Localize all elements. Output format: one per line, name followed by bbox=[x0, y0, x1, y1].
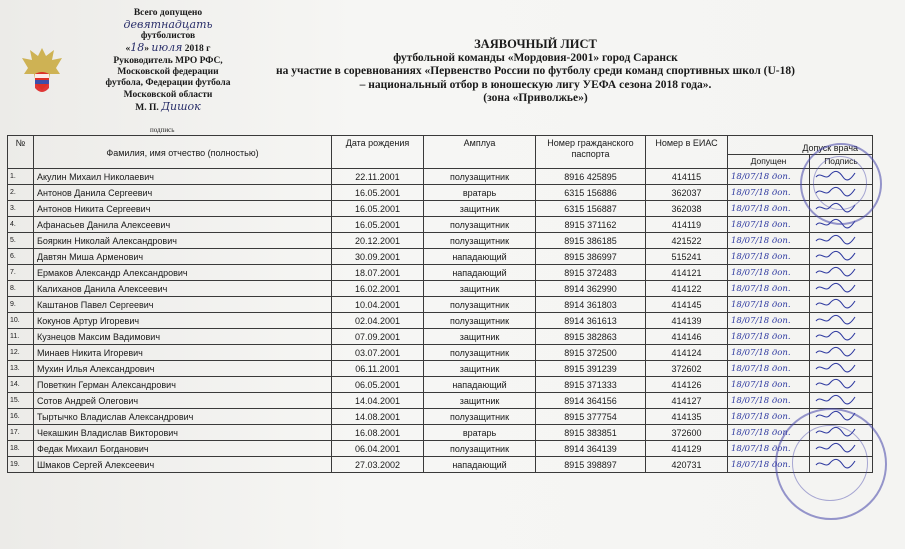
eias-number-cell: 414127 bbox=[646, 393, 728, 409]
eias-number-cell: 414119 bbox=[646, 217, 728, 233]
num-cell: 8. bbox=[8, 281, 34, 297]
table-row bbox=[8, 297, 873, 313]
passport-number-cell: 8914 362990 bbox=[536, 281, 646, 297]
player-name-cell: Мухин Илья Александрович bbox=[34, 361, 332, 377]
birth-date-cell: 07.09.2001 bbox=[332, 329, 424, 345]
admitted-mark-cell: 18/07/18 доп. bbox=[728, 313, 810, 329]
table-row bbox=[8, 377, 873, 393]
eias-number-cell: 414146 bbox=[646, 329, 728, 345]
header-line-4: (зона «Приволжье») bbox=[483, 92, 588, 105]
doctor-signature-icon bbox=[813, 297, 857, 309]
doctor-signature-cell bbox=[810, 377, 873, 393]
birth-date-cell: 02.04.2001 bbox=[332, 313, 424, 329]
passport-number-cell: 6315 156887 bbox=[536, 201, 646, 217]
header-line-1: футбольной команды «Мордовия-2001» город Саранск bbox=[393, 51, 678, 64]
player-name-cell: Афанасьев Данила Алексеевич bbox=[34, 217, 332, 233]
eias-number-cell: 414122 bbox=[646, 281, 728, 297]
player-name-cell: Антонов Данила Сергеевич bbox=[34, 185, 332, 201]
rfs-eagle-logo-icon bbox=[20, 44, 64, 102]
num-cell: 18. bbox=[8, 441, 34, 457]
doctor-signature-cell bbox=[810, 249, 873, 265]
role-cell: полузащитник bbox=[424, 297, 536, 313]
num-cell: 13. bbox=[8, 361, 34, 377]
table-row bbox=[8, 457, 873, 473]
col-eias-header: Номер в ЕИАС bbox=[646, 136, 728, 169]
table-row bbox=[8, 185, 873, 201]
admitted-mark-cell: 18/07/18 доп. bbox=[728, 441, 810, 457]
birth-date-cell: 16.05.2001 bbox=[332, 217, 424, 233]
role-cell: полузащитник bbox=[424, 345, 536, 361]
passport-number-cell: 8915 398897 bbox=[536, 457, 646, 473]
doctor-signature-icon bbox=[813, 281, 857, 293]
admitted-mark-cell: 18/07/18 доп. bbox=[728, 169, 810, 185]
doctor-signature-cell bbox=[810, 329, 873, 345]
table-row bbox=[8, 249, 873, 265]
birth-date-cell: 14.08.2001 bbox=[332, 409, 424, 425]
birth-date-cell: 14.04.2001 bbox=[332, 393, 424, 409]
num-cell: 10. bbox=[8, 313, 34, 329]
table-row bbox=[8, 201, 873, 217]
table-row bbox=[8, 217, 873, 233]
player-name-cell: Антонов Никита Сергеевич bbox=[34, 201, 332, 217]
doctor-signature-cell bbox=[810, 313, 873, 329]
player-name-cell: Сотов Андрей Олегович bbox=[34, 393, 332, 409]
doctor-signature-icon bbox=[813, 393, 857, 405]
admitted-mark-cell: 18/07/18 доп. bbox=[728, 361, 810, 377]
eias-number-cell: 372602 bbox=[646, 361, 728, 377]
doctor-signature-cell bbox=[810, 297, 873, 313]
approval-block bbox=[68, 8, 268, 115]
num-cell: 11. bbox=[8, 329, 34, 345]
player-name-cell: Кузнецов Максим Вадимович bbox=[34, 329, 332, 345]
admitted-mark-cell: 18/07/18 доп. bbox=[728, 329, 810, 345]
header-line-2: на участие в соревнованиях «Первенство России по футболу среди команд спортивных школ (U-18) bbox=[276, 65, 795, 78]
approval-line-3: Руководитель МРО РФС, bbox=[113, 55, 223, 66]
players-table bbox=[7, 135, 873, 473]
doctor-signature-icon bbox=[813, 361, 857, 373]
doctor-signature-cell bbox=[810, 393, 873, 409]
birth-date-cell: 10.04.2001 bbox=[332, 297, 424, 313]
role-cell: полузащитник bbox=[424, 169, 536, 185]
admitted-mark-cell: 18/07/18 доп. bbox=[728, 249, 810, 265]
col-admission-header: Допуск врача bbox=[728, 136, 873, 155]
role-cell: защитник bbox=[424, 281, 536, 297]
handwritten-signature: Дишок bbox=[161, 100, 201, 114]
col-passport-header: Номер гражданского паспорта bbox=[536, 136, 646, 169]
approval-line-4: Московской федерации bbox=[117, 67, 219, 78]
role-cell: нападающий bbox=[424, 457, 536, 473]
num-cell: 7. bbox=[8, 265, 34, 281]
num-cell: 14. bbox=[8, 377, 34, 393]
role-cell: полузащитник bbox=[424, 441, 536, 457]
col-role-header: Амплуа bbox=[424, 136, 536, 169]
player-name-cell: Давтян Миша Арменович bbox=[34, 249, 332, 265]
admitted-mark-cell: 18/07/18 доп. bbox=[728, 217, 810, 233]
signature-caption: подпись bbox=[150, 126, 175, 134]
eias-number-cell: 414145 bbox=[646, 297, 728, 313]
doctor-signature-icon bbox=[813, 249, 857, 261]
passport-number-cell: 8916 425895 bbox=[536, 169, 646, 185]
doctor-signature-icon bbox=[813, 265, 857, 277]
role-cell: защитник bbox=[424, 393, 536, 409]
birth-date-cell: 16.08.2001 bbox=[332, 425, 424, 441]
doctor-signature-cell bbox=[810, 281, 873, 297]
col-admitted-header: Допущен bbox=[728, 154, 810, 168]
table-row bbox=[8, 361, 873, 377]
passport-number-cell: 8915 382863 bbox=[536, 329, 646, 345]
stamp-seal-top-right-inner bbox=[813, 156, 867, 210]
num-cell: 6. bbox=[8, 249, 34, 265]
role-cell: нападающий bbox=[424, 377, 536, 393]
role-cell: защитник bbox=[424, 201, 536, 217]
passport-number-cell: 8915 386185 bbox=[536, 233, 646, 249]
admitted-mark-cell: 18/07/18 доп. bbox=[728, 281, 810, 297]
eias-number-cell: 372600 bbox=[646, 425, 728, 441]
num-cell: 12. bbox=[8, 345, 34, 361]
month-handwritten: июля bbox=[151, 41, 183, 55]
eias-number-cell: 515241 bbox=[646, 249, 728, 265]
player-name-cell: Минаев Никита Игоревич bbox=[34, 345, 332, 361]
doctor-signature-icon bbox=[813, 233, 857, 245]
player-name-cell: Чекашкин Владислав Викторович bbox=[34, 425, 332, 441]
birth-date-cell: 16.05.2001 bbox=[332, 185, 424, 201]
table-row bbox=[8, 441, 873, 457]
col-signature-header: Подпись bbox=[810, 154, 873, 168]
table-body bbox=[8, 169, 873, 473]
passport-number-cell: 8915 371333 bbox=[536, 377, 646, 393]
num-cell: 9. bbox=[8, 297, 34, 313]
approval-line-2: футболистов bbox=[140, 30, 196, 41]
passport-number-cell: 8915 383851 bbox=[536, 425, 646, 441]
birth-date-cell: 20.12.2001 bbox=[332, 233, 424, 249]
table-header-row bbox=[8, 136, 873, 155]
birth-date-cell: 03.07.2001 bbox=[332, 345, 424, 361]
num-cell: 2. bbox=[8, 185, 34, 201]
doctor-signature-icon bbox=[813, 377, 857, 389]
birth-date-cell: 06.04.2001 bbox=[332, 441, 424, 457]
birth-date-cell: 16.05.2001 bbox=[332, 201, 424, 217]
eias-number-cell: 362037 bbox=[646, 185, 728, 201]
table-row bbox=[8, 233, 873, 249]
table-row bbox=[8, 393, 873, 409]
num-cell: 3. bbox=[8, 201, 34, 217]
document-title: ЗАЯВОЧНЫЙ ЛИСТ bbox=[474, 37, 597, 51]
player-name-cell: Калиханов Данила Алексеевич bbox=[34, 281, 332, 297]
birth-date-cell: 16.02.2001 bbox=[332, 281, 424, 297]
passport-number-cell: 8915 391239 bbox=[536, 361, 646, 377]
eias-number-cell: 414129 bbox=[646, 441, 728, 457]
birth-date-cell: 27.03.2002 bbox=[332, 457, 424, 473]
role-cell: нападающий bbox=[424, 265, 536, 281]
admitted-mark-cell: 18/07/18 доп. bbox=[728, 297, 810, 313]
approval-line-5: футбола, Федерации футбола bbox=[105, 78, 231, 89]
passport-number-cell: 8914 361613 bbox=[536, 313, 646, 329]
eias-number-cell: 414139 bbox=[646, 313, 728, 329]
approved-count-handwritten: девятнадцать bbox=[123, 18, 213, 32]
birth-date-cell: 18.07.2001 bbox=[332, 265, 424, 281]
approval-date: «18» июля 2018 г bbox=[125, 41, 211, 55]
role-cell: защитник bbox=[424, 329, 536, 345]
admitted-mark-cell: 18/07/18 доп. bbox=[728, 409, 810, 425]
passport-number-cell: 8915 372500 bbox=[536, 345, 646, 361]
player-name-cell: Кокунов Артур Игоревич bbox=[34, 313, 332, 329]
role-cell: вратарь bbox=[424, 425, 536, 441]
col-num-header: № bbox=[8, 136, 34, 169]
passport-number-cell: 6315 156886 bbox=[536, 185, 646, 201]
admitted-mark-cell: 18/07/18 доп. bbox=[728, 233, 810, 249]
admitted-mark-cell: 18/07/18 доп. bbox=[728, 185, 810, 201]
num-cell: 1. bbox=[8, 169, 34, 185]
role-cell: защитник bbox=[424, 361, 536, 377]
birth-date-cell: 06.05.2001 bbox=[332, 377, 424, 393]
stamp-seal-bottom-right-inner bbox=[792, 425, 868, 501]
passport-number-cell: 8914 364139 bbox=[536, 441, 646, 457]
eias-number-cell: 414126 bbox=[646, 377, 728, 393]
passport-number-cell: 8914 361803 bbox=[536, 297, 646, 313]
doctor-signature-icon bbox=[813, 345, 857, 357]
doctor-signature-icon bbox=[813, 313, 857, 325]
role-cell: полузащитник bbox=[424, 409, 536, 425]
player-name-cell: Ермаков Александр Александрович bbox=[34, 265, 332, 281]
passport-number-cell: 8915 371162 bbox=[536, 217, 646, 233]
passport-number-cell: 8915 372483 bbox=[536, 265, 646, 281]
table-row bbox=[8, 345, 873, 361]
player-name-cell: Каштанов Павел Сергеевич bbox=[34, 297, 332, 313]
role-cell: полузащитник bbox=[424, 313, 536, 329]
admitted-mark-cell: 18/07/18 доп. bbox=[728, 457, 810, 473]
col-dob-header: Дата рождения bbox=[332, 136, 424, 169]
passport-number-cell: 8915 377754 bbox=[536, 409, 646, 425]
player-name-cell: Федак Михаил Богданович bbox=[34, 441, 332, 457]
eias-number-cell: 414135 bbox=[646, 409, 728, 425]
player-name-cell: Тыртычко Владислав Александрович bbox=[34, 409, 332, 425]
table-row bbox=[8, 425, 873, 441]
doctor-signature-cell bbox=[810, 233, 873, 249]
col-name-header: Фамилия, имя отчество (полностью) bbox=[34, 136, 332, 169]
num-cell: 19. bbox=[8, 457, 34, 473]
admitted-mark-cell: 18/07/18 доп. bbox=[728, 201, 810, 217]
eias-number-cell: 414124 bbox=[646, 345, 728, 361]
admitted-mark-cell: 18/07/18 доп. bbox=[728, 425, 810, 441]
role-cell: полузащитник bbox=[424, 233, 536, 249]
table-row bbox=[8, 265, 873, 281]
birth-date-cell: 30.09.2001 bbox=[332, 249, 424, 265]
doctor-signature-cell bbox=[810, 265, 873, 281]
approval-line-1: Всего допущено bbox=[133, 8, 203, 18]
passport-number-cell: 8915 386997 bbox=[536, 249, 646, 265]
eias-number-cell: 414115 bbox=[646, 169, 728, 185]
num-cell: 16. bbox=[8, 409, 34, 425]
approval-mp: М. П. Дишок bbox=[135, 100, 201, 114]
doctor-signature-cell bbox=[810, 345, 873, 361]
role-cell: полузащитник bbox=[424, 217, 536, 233]
num-cell: 15. bbox=[8, 393, 34, 409]
admitted-mark-cell: 18/07/18 доп. bbox=[728, 345, 810, 361]
birth-date-cell: 06.11.2001 bbox=[332, 361, 424, 377]
day-handwritten: 18 bbox=[130, 41, 145, 55]
table-row bbox=[8, 169, 873, 185]
eias-number-cell: 362038 bbox=[646, 201, 728, 217]
admitted-mark-cell: 18/07/18 доп. bbox=[728, 265, 810, 281]
table-row bbox=[8, 281, 873, 297]
num-cell: 4. bbox=[8, 217, 34, 233]
eias-number-cell: 414121 bbox=[646, 265, 728, 281]
player-name-cell: Поветкин Герман Александрович bbox=[34, 377, 332, 393]
doctor-signature-icon bbox=[813, 329, 857, 341]
table-row bbox=[8, 313, 873, 329]
num-cell: 17. bbox=[8, 425, 34, 441]
admitted-mark-cell: 18/07/18 доп. bbox=[728, 393, 810, 409]
role-cell: вратарь bbox=[424, 185, 536, 201]
eias-number-cell: 420731 bbox=[646, 457, 728, 473]
passport-number-cell: 8914 364156 bbox=[536, 393, 646, 409]
role-cell: нападающий bbox=[424, 249, 536, 265]
num-cell: 5. bbox=[8, 233, 34, 249]
document-header bbox=[248, 38, 823, 106]
table-row bbox=[8, 329, 873, 345]
table-row bbox=[8, 409, 873, 425]
birth-date-cell: 22.11.2001 bbox=[332, 169, 424, 185]
player-name-cell: Шмаков Сергей Алексеевич bbox=[34, 457, 332, 473]
approval-line-6: Московской области bbox=[123, 89, 213, 100]
header-line-3: – национальный отбор в юношескую лигу УЕФА сезона 2018 года». bbox=[359, 78, 712, 91]
player-name-cell: Бояркин Николай Александрович bbox=[34, 233, 332, 249]
player-name-cell: Акулин Михаил Николаевич bbox=[34, 169, 332, 185]
admitted-mark-cell: 18/07/18 доп. bbox=[728, 377, 810, 393]
doctor-signature-cell bbox=[810, 361, 873, 377]
eias-number-cell: 421522 bbox=[646, 233, 728, 249]
